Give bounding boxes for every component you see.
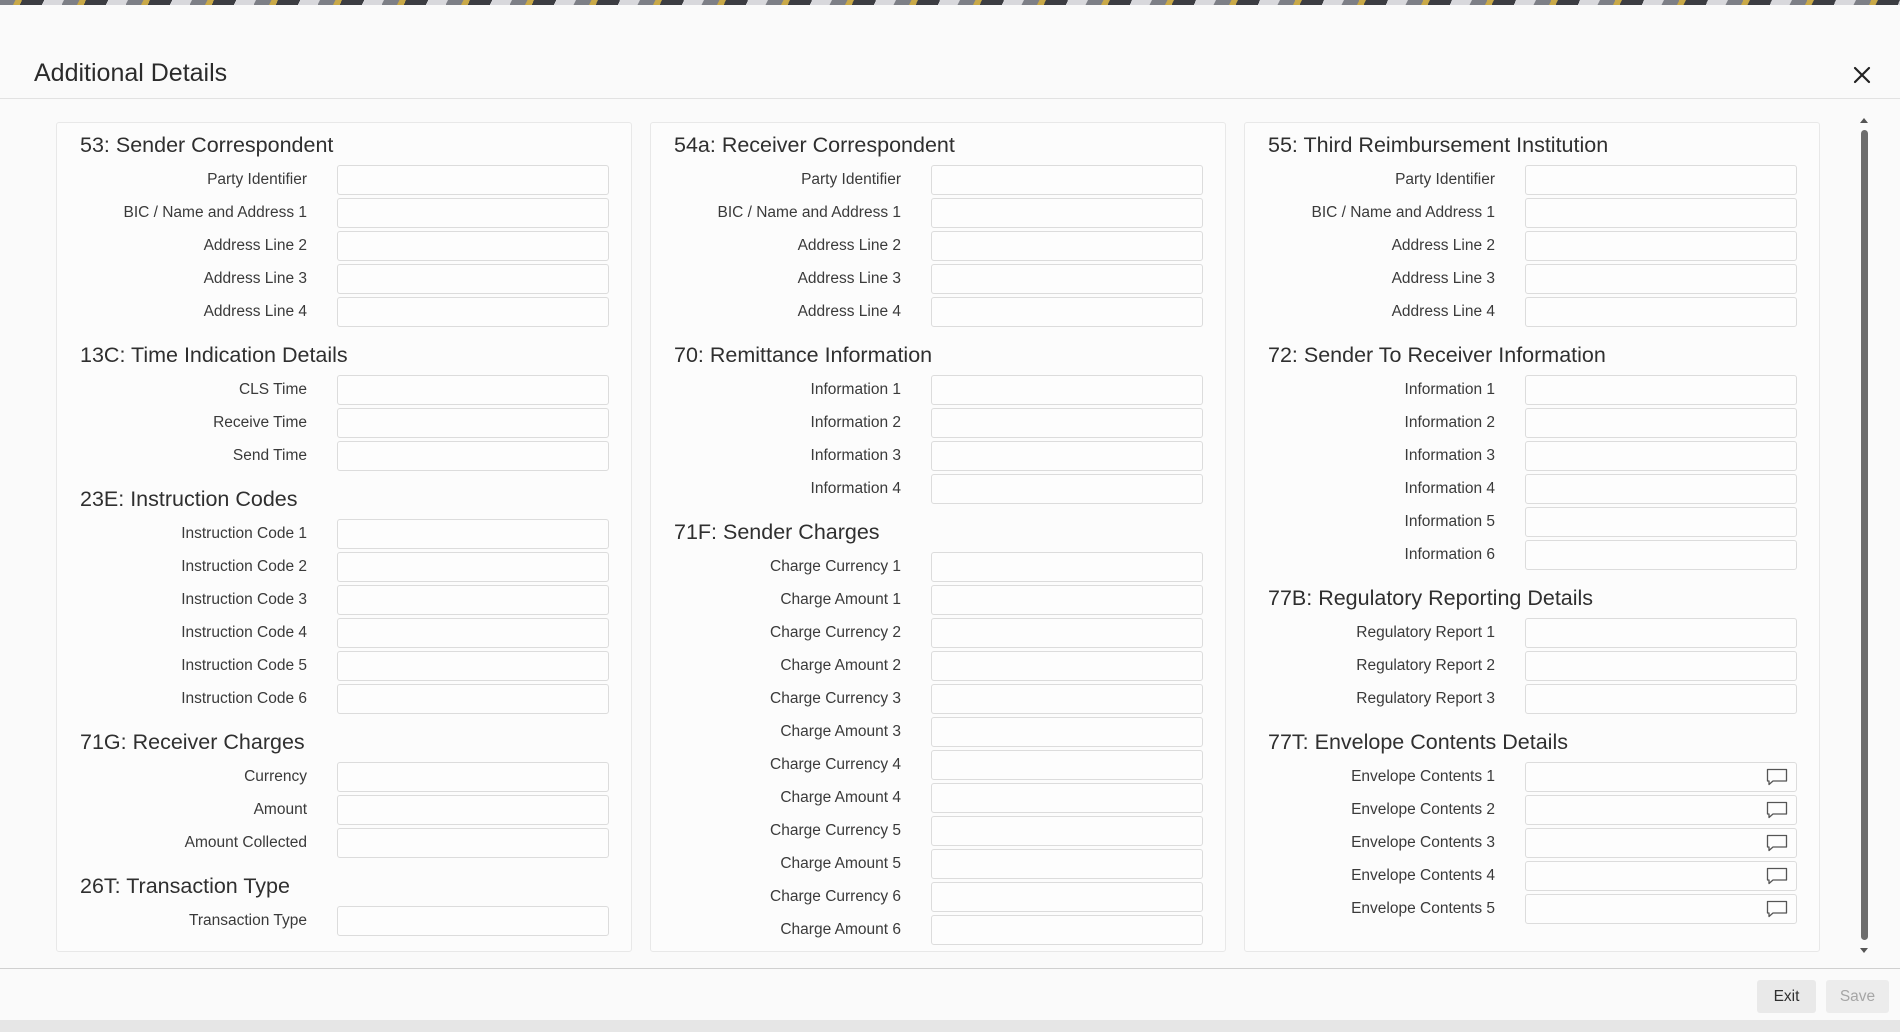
field-label-regulatory-report-1: Regulatory Report 1 (1356, 624, 1495, 641)
regulatory-report-3-input[interactable] (1525, 684, 1797, 714)
field-label-charge-currency-6: Charge Currency 6 (770, 888, 901, 905)
bic-name-and-address-1-input[interactable] (931, 198, 1203, 228)
send-time-input[interactable] (337, 441, 609, 471)
vertical-scrollbar[interactable] (1858, 118, 1870, 953)
field-label-charge-amount-1: Charge Amount 1 (780, 591, 901, 608)
charge-currency-1-input[interactable] (931, 552, 1203, 582)
charge-amount-5-input[interactable] (931, 849, 1203, 879)
field-label-charge-amount-5: Charge Amount 5 (780, 855, 901, 872)
field-label-information-6: Information 6 (1404, 546, 1495, 563)
charge-currency-3-input[interactable] (931, 684, 1203, 714)
instruction-code-5-input[interactable] (337, 651, 609, 681)
section-panel-3 (1244, 122, 1820, 952)
section-title: 53: Sender Correspondent (80, 133, 334, 157)
field-label-regulatory-report-3: Regulatory Report 3 (1356, 690, 1495, 707)
charge-currency-6-input[interactable] (931, 882, 1203, 912)
field-label-instruction-code-5: Instruction Code 5 (181, 657, 307, 674)
bic-name-and-address-1-input[interactable] (337, 198, 609, 228)
section-title: 13C: Time Indication Details (80, 343, 348, 367)
chat-bubble-icon[interactable] (1765, 833, 1789, 853)
chat-bubble-icon[interactable] (1765, 767, 1789, 787)
chat-bubble-icon[interactable] (1765, 800, 1789, 820)
chat-bubble-icon[interactable] (1765, 899, 1789, 919)
address-line-3-input[interactable] (1525, 264, 1797, 294)
section-title: 71F: Sender Charges (674, 520, 880, 544)
field-label-party-identifier: Party Identifier (801, 171, 901, 188)
dialog-body (0, 100, 1900, 968)
field-label-cls-time: CLS Time (238, 381, 307, 398)
section-title: 23E: Instruction Codes (80, 487, 298, 511)
field-label-charge-currency-1: Charge Currency 1 (770, 558, 901, 575)
field-label-envelope-contents-2: Envelope Contents 2 (1351, 801, 1495, 818)
section-title: 55: Third Reimbursement Institution (1268, 133, 1609, 157)
instruction-code-2-input[interactable] (337, 552, 609, 582)
envelope-contents-1-input[interactable] (1525, 762, 1797, 792)
field-label-amount: Amount (253, 801, 307, 818)
field-label-party-identifier: Party Identifier (1395, 171, 1495, 188)
information-3-input[interactable] (1525, 441, 1797, 471)
field-label-charge-amount-4: Charge Amount 4 (780, 789, 901, 806)
field-label-envelope-contents-4: Envelope Contents 4 (1351, 867, 1495, 884)
field-label-envelope-contents-5: Envelope Contents 5 (1351, 900, 1495, 917)
field-label-information-4: Information 4 (1404, 480, 1495, 497)
bic-name-and-address-1-input[interactable] (1525, 198, 1797, 228)
amount-input[interactable] (337, 795, 609, 825)
field-label-charge-amount-6: Charge Amount 6 (780, 921, 901, 938)
additional-details-dialog (0, 5, 1900, 1020)
charge-currency-4-input[interactable] (931, 750, 1203, 780)
field-label-instruction-code-4: Instruction Code 4 (181, 624, 307, 641)
field-label-transaction-type: Transaction Type (188, 912, 307, 929)
envelope-contents-5-input[interactable] (1525, 894, 1797, 924)
dialog-header (0, 5, 1900, 99)
field-label-information-3: Information 3 (810, 447, 901, 464)
charge-amount-6-input[interactable] (931, 915, 1203, 945)
field-label-envelope-contents-1: Envelope Contents 1 (1351, 768, 1495, 785)
envelope-contents-4-input[interactable] (1525, 861, 1797, 891)
section-panel-2 (650, 122, 1226, 952)
field-label-party-identifier: Party Identifier (207, 171, 307, 188)
dialog-footer (0, 968, 1900, 1020)
address-line-3-input[interactable] (931, 264, 1203, 294)
information-3-input[interactable] (931, 441, 1203, 471)
chat-bubble-icon[interactable] (1765, 866, 1789, 886)
field-label-address-line-3: Address Line 3 (1391, 270, 1495, 287)
charge-amount-4-input[interactable] (931, 783, 1203, 813)
information-2-input[interactable] (931, 408, 1203, 438)
scroll-down-arrow-icon[interactable] (1860, 948, 1868, 953)
address-line-4-input[interactable] (931, 297, 1203, 327)
amount-collected-input[interactable] (337, 828, 609, 858)
field-label-instruction-code-2: Instruction Code 2 (181, 558, 307, 575)
field-label-information-2: Information 2 (810, 414, 901, 431)
field-label-currency: Currency (244, 768, 307, 785)
information-2-input[interactable] (1525, 408, 1797, 438)
field-label-address-line-2: Address Line 2 (797, 237, 901, 254)
field-label-instruction-code-3: Instruction Code 3 (181, 591, 307, 608)
field-label-regulatory-report-2: Regulatory Report 2 (1356, 657, 1495, 674)
field-label-information-1: Information 1 (1404, 381, 1495, 398)
field-label-receive-time: Receive Time (213, 414, 307, 431)
information-5-input[interactable] (1525, 507, 1797, 537)
instruction-code-3-input[interactable] (337, 585, 609, 615)
field-label-bic-name-and-address-1: BIC / Name and Address 1 (1311, 204, 1495, 221)
field-label-envelope-contents-3: Envelope Contents 3 (1351, 834, 1495, 851)
dialog-title: Additional Details (34, 59, 228, 87)
field-label-instruction-code-6: Instruction Code 6 (181, 690, 307, 707)
field-label-information-4: Information 4 (810, 480, 901, 497)
field-label-address-line-3: Address Line 3 (797, 270, 901, 287)
information-1-input[interactable] (1525, 375, 1797, 405)
envelope-contents-3-input[interactable] (1525, 828, 1797, 858)
field-label-bic-name-and-address-1: BIC / Name and Address 1 (717, 204, 901, 221)
field-label-address-line-4: Address Line 4 (797, 303, 901, 320)
charge-amount-2-input[interactable] (931, 651, 1203, 681)
instruction-code-4-input[interactable] (337, 618, 609, 648)
cls-time-input[interactable] (337, 375, 609, 405)
section-title: 54a: Receiver Correspondent (674, 133, 955, 157)
field-label-address-line-2: Address Line 2 (1391, 237, 1495, 254)
field-label-information-5: Information 5 (1404, 513, 1495, 530)
information-4-input[interactable] (931, 474, 1203, 504)
field-label-charge-amount-2: Charge Amount 2 (780, 657, 901, 674)
field-label-address-line-3: Address Line 3 (203, 270, 307, 287)
party-identifier-input[interactable] (1525, 165, 1797, 195)
field-label-charge-amount-3: Charge Amount 3 (780, 723, 901, 740)
address-line-3-input[interactable] (337, 264, 609, 294)
section-title: 70: Remittance Information (674, 343, 933, 367)
field-label-send-time: Send Time (232, 447, 307, 464)
field-label-address-line-4: Address Line 4 (203, 303, 307, 320)
address-line-2-input[interactable] (931, 231, 1203, 261)
close-icon[interactable] (1849, 62, 1875, 88)
scrollbar-thumb[interactable] (1861, 130, 1868, 940)
field-label-charge-currency-5: Charge Currency 5 (770, 822, 901, 839)
field-label-amount-collected: Amount Collected (184, 834, 307, 851)
address-line-2-input[interactable] (1525, 231, 1797, 261)
exit-button[interactable]: Exit (1757, 980, 1816, 1013)
envelope-contents-2-input[interactable] (1525, 795, 1797, 825)
charge-currency-2-input[interactable] (931, 618, 1203, 648)
field-label-charge-currency-3: Charge Currency 3 (770, 690, 901, 707)
section-title: 26T: Transaction Type (80, 874, 290, 898)
field-label-instruction-code-1: Instruction Code 1 (181, 525, 307, 542)
field-label-information-1: Information 1 (810, 381, 901, 398)
field-label-bic-name-and-address-1: BIC / Name and Address 1 (123, 204, 307, 221)
information-6-input[interactable] (1525, 540, 1797, 570)
information-4-input[interactable] (1525, 474, 1797, 504)
field-label-charge-currency-2: Charge Currency 2 (770, 624, 901, 641)
address-line-4-input[interactable] (337, 297, 609, 327)
section-title: 72: Sender To Receiver Information (1268, 343, 1606, 367)
party-identifier-input[interactable] (337, 165, 609, 195)
address-line-2-input[interactable] (337, 231, 609, 261)
charge-amount-3-input[interactable] (931, 717, 1203, 747)
information-1-input[interactable] (931, 375, 1203, 405)
section-panel-1 (56, 122, 632, 952)
section-title: 77B: Regulatory Reporting Details (1268, 586, 1594, 610)
charge-amount-1-input[interactable] (931, 585, 1203, 615)
charge-currency-5-input[interactable] (931, 816, 1203, 846)
regulatory-report-1-input[interactable] (1525, 618, 1797, 648)
instruction-code-6-input[interactable] (337, 684, 609, 714)
instruction-code-1-input[interactable] (337, 519, 609, 549)
section-title: 77T: Envelope Contents Details (1268, 730, 1568, 754)
section-title: 71G: Receiver Charges (80, 730, 305, 754)
receive-time-input[interactable] (337, 408, 609, 438)
currency-input[interactable] (337, 762, 609, 792)
address-line-4-input[interactable] (1525, 297, 1797, 327)
field-label-charge-currency-4: Charge Currency 4 (770, 756, 901, 773)
bottom-bar (0, 1020, 1900, 1032)
field-label-address-line-2: Address Line 2 (203, 237, 307, 254)
field-label-information-3: Information 3 (1404, 447, 1495, 464)
save-button[interactable]: Save (1826, 980, 1889, 1013)
party-identifier-input[interactable] (931, 165, 1203, 195)
field-label-address-line-4: Address Line 4 (1391, 303, 1495, 320)
scroll-up-arrow-icon[interactable] (1860, 118, 1868, 123)
field-label-information-2: Information 2 (1404, 414, 1495, 431)
regulatory-report-2-input[interactable] (1525, 651, 1797, 681)
transaction-type-input[interactable] (337, 906, 609, 936)
